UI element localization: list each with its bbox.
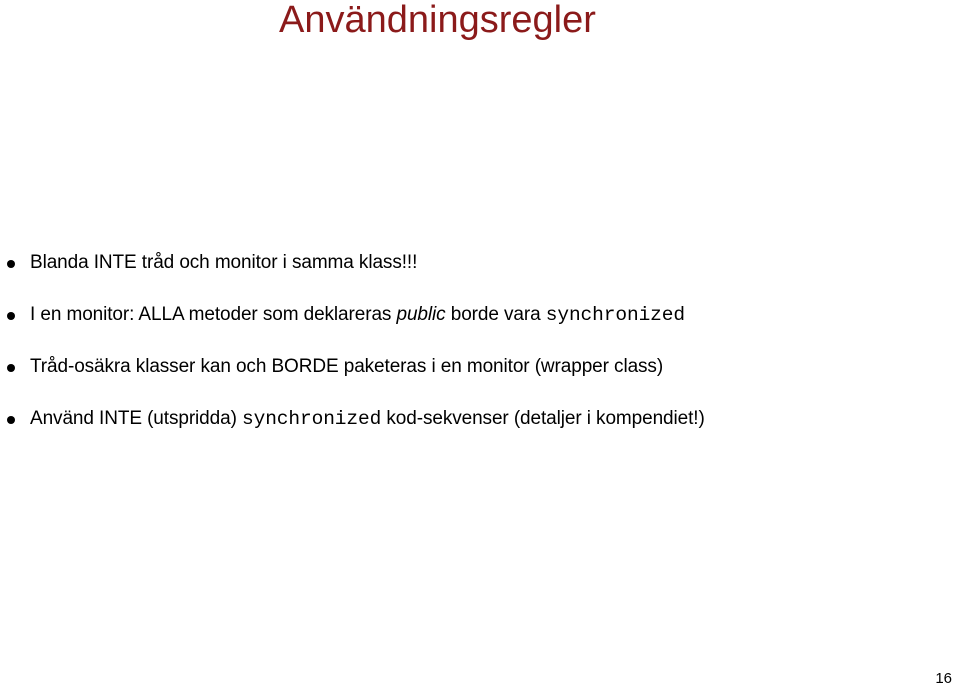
bullet-text-middle: borde vara xyxy=(445,304,546,325)
bullet-text: Blanda INTE tråd och monitor i samma klass!!! xyxy=(30,252,418,273)
bullet-item xyxy=(0,402,960,454)
bullet-dot-icon xyxy=(7,416,15,424)
bullet-text-suffix: kod-sekvenser (detaljer i kompendiet!) xyxy=(381,408,705,429)
bullet-text-prefix: Använd INTE (utspridda) xyxy=(30,408,242,429)
code-keyword: synchronized xyxy=(545,304,685,326)
bullet-item xyxy=(0,298,960,350)
code-keyword: synchronized xyxy=(241,408,382,430)
bullet-text-prefix: I en monitor: ALLA metoder som deklareras xyxy=(30,304,397,325)
bullet-dot-icon xyxy=(7,364,15,372)
bullet-dot-icon xyxy=(7,312,15,320)
bullet-item xyxy=(0,350,960,402)
bullet-list xyxy=(0,246,960,454)
bullet-text xyxy=(30,298,685,332)
slide-title: Användningsregler xyxy=(279,0,596,41)
page-number: 16 xyxy=(935,670,952,687)
bullet-item xyxy=(0,246,960,298)
bullet-text: Tråd-osäkra klasser kan och BORDE paketeras i en monitor (wrapper class) xyxy=(30,356,664,377)
bullet-dot-icon xyxy=(7,260,15,268)
emphasis-text: public xyxy=(396,304,446,325)
bullet-text xyxy=(30,402,705,436)
